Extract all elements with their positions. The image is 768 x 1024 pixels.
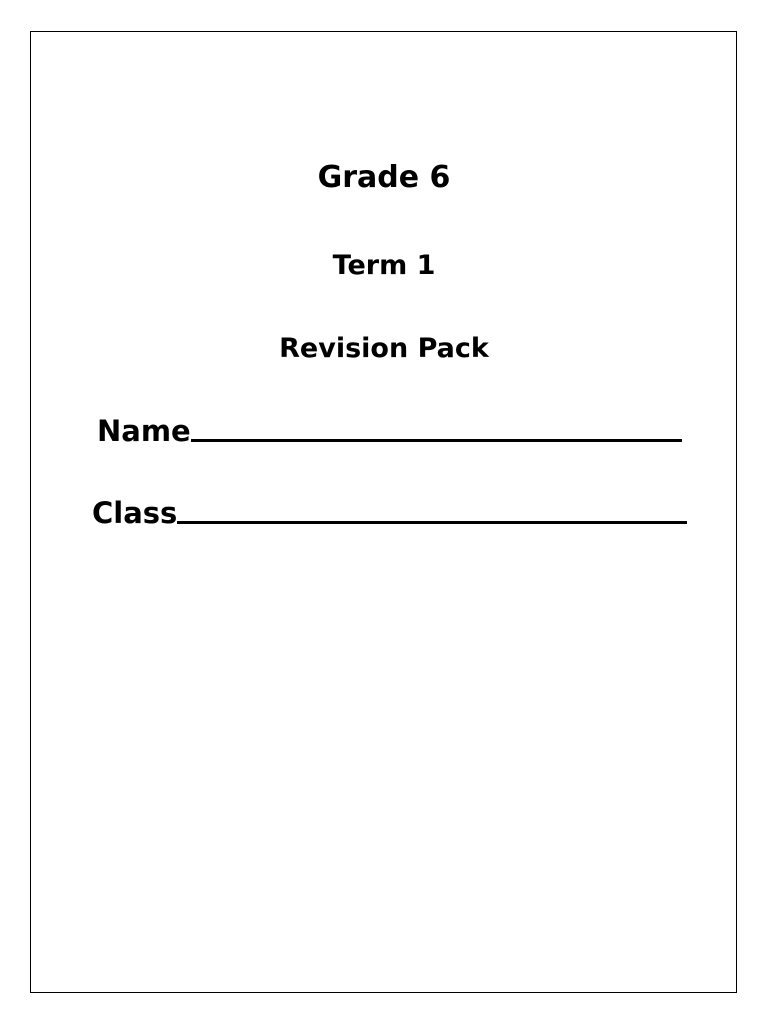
grade-heading: Grade 6	[317, 160, 451, 195]
class-field	[92, 496, 687, 530]
revision-pack-title: Revision Pack	[279, 333, 489, 364]
name-field	[97, 414, 682, 448]
class-blank-line	[177, 521, 687, 524]
name-blank-line	[191, 439, 682, 442]
term-heading: Term 1	[332, 250, 436, 281]
name-label: Name	[97, 414, 191, 448]
class-label: Class	[92, 496, 178, 530]
